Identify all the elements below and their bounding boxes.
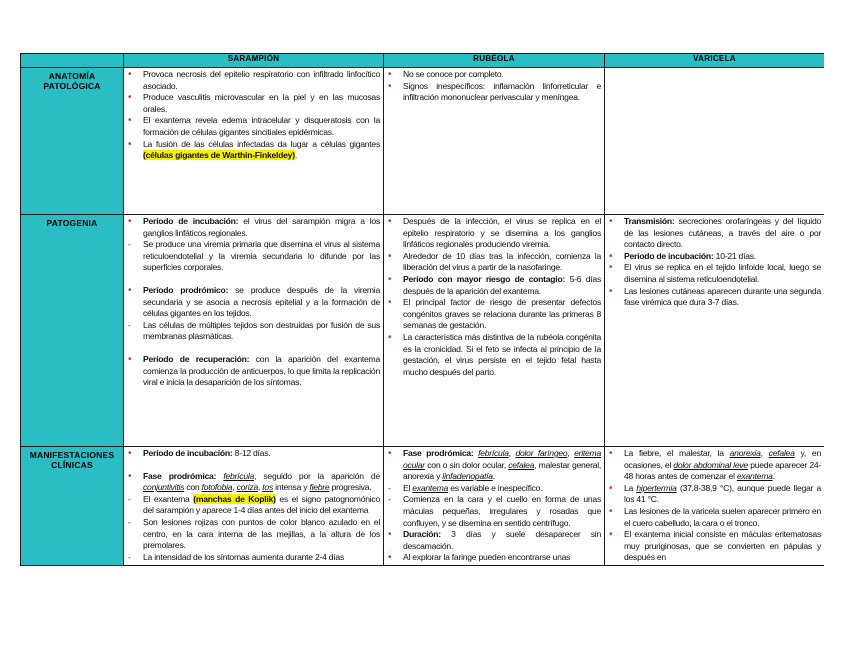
text: El exantema [143,493,190,504]
text: , [258,482,261,493]
list-item [387,529,601,552]
cell-sarampion-anatomia [124,68,384,215]
list-item: • El exantema inicial consiste en máculas eritematosas muy pruriginosas, que se convierten en pápulas y después en [608,529,821,564]
label: Período de incubación: [624,250,714,261]
cell-varicela-anatomia [605,68,825,215]
list-item: • Al explorar la faringe pueden encontrarse unas [387,552,601,564]
term-link[interactable]: febrícula [223,470,255,481]
term-link[interactable]: anorexia [729,448,761,458]
list-item [608,483,821,506]
text: , [567,448,570,458]
label: Transmisión: [624,216,675,226]
text: es el signo patognomónico del sarampión y aparece 1-4 días antes del inicio del exantema [143,493,380,516]
list-item [127,216,380,239]
term-link[interactable]: febrícula [478,448,509,458]
row-patogenia [21,215,825,447]
term-link[interactable]: dolor abdominal leve [673,459,748,470]
text: se produce después de la viremia secundaria y se asocia a necrosis epitelial y a la formación de células gigantes en los tejidos. [143,284,380,319]
label: Período de incubación: [143,216,239,226]
list-item [608,448,821,483]
list-item [127,285,380,320]
header-sarampion: SARAMPIÓN [124,54,384,68]
header-varicela: VARICELA [605,54,825,68]
text: La [624,482,634,493]
term-link[interactable]: eritema ocular [403,448,601,470]
text: La fiebre, el malestar, la [624,448,724,458]
text: intensa y [275,482,308,493]
text: . [492,471,495,482]
row-label-patogenia: PATOGENIA [21,215,124,447]
text: y, en ocasiones, el [624,448,821,470]
list-item: • Produce vasculitis microvascular en la piel y en las mucosas orales. [127,92,380,115]
list-item: • Las lesiones cutáneas aparecen durante una segunda fase virémica que dura 3-7 días. [608,286,821,309]
list-item: - Son lesiones rojizas con puntos de color blanco azulado en el centro, en la cara interna de las mejillas, a la altura de los premolares. [127,517,380,552]
term-link[interactable]: conjuntivitis [143,482,185,493]
list-item: - Se produce una viremia primaria que disemina el virus al sistema reticuloendotelial y la viremia secundaria lo difunde por las superficies corporales. [127,239,380,274]
term-link[interactable]: dolor faríngeo [515,448,568,458]
row-label-anatomia: ANATOMÍA PATOLÓGICA [21,68,124,215]
label: Duración: [403,529,441,540]
comparison-table [20,53,824,566]
text: (37,8-38,9 °C), aunque puede llegar a los 41 °C. [624,482,822,505]
label: Período con mayor riesgo de contagio: [403,273,566,284]
term-link[interactable]: exantema [736,471,773,482]
list-item: • El virus se replica en el tejido linfoide local, luego se disemina al sistema reticuloendotelial. [608,262,821,285]
text: con o sin dolor ocular, [427,459,506,470]
highlight-warthin: (células gigantes de Warthin-Finkeldey) [143,150,295,161]
text: . [294,150,297,161]
term-link[interactable]: linfadenopatía [442,471,493,482]
text: con [186,482,200,493]
list-item [387,274,601,297]
cell-sarampion-manifestaciones [124,447,384,566]
list-item: • El exantema revela edema intracelular y disqueratosis con la formación de células gigantes sincitiales epidérmicas. [127,115,380,138]
text: puede aparecer 24-48 horas antes de comenzar el [624,459,822,482]
cell-varicela-patogenia [605,215,825,447]
list-item: • Alrededor de 10 días tras la infección, comienza la liberación del virus a partir de la nasofaringe. [387,251,601,274]
term-link[interactable]: tos [262,482,274,493]
text: . [772,471,775,482]
list-item: • Provoca necrosis del epitelio respiratorio con infiltrado linfocítico asociado. [127,69,380,92]
label: Período prodrómico: [143,284,229,295]
text: , [508,448,511,458]
text: 10-21 días. [715,250,756,261]
row-anatomia [21,68,825,215]
text: es variable e inespecífico. [450,482,543,493]
header-rubeola: RUBÉOLA [384,54,605,68]
list-item: • El principal factor de riesgo de presentar defectos congénitos graves se relaciona durante las primeras 8 semanas de gestación. [387,297,601,332]
text: progresiva. [331,482,372,493]
text: La fusión de las células infectadas da lugar a células gigantes [143,138,380,149]
term-link[interactable]: fotofobia [201,482,233,493]
cell-rubeola-anatomia [384,68,605,215]
text: , [760,448,763,458]
cell-rubeola-patogenia [384,215,605,447]
text: 5-6 días después de la aparición del exantema. [403,273,601,296]
list-item: - La intensidad de los síntomas aumenta durante 2-4 días [127,552,380,564]
cell-sarampion-patogenia [124,215,384,447]
list-item: • Signos inespecíficos: inflamación linforreticular e infiltración mononuclear perivascular y meníngea. [387,81,601,104]
label: Período de incubación: [143,448,233,458]
list-item: • Después de la infección, el virus se replica en el epitelio respiratorio y se disemina a los ganglios linfáticos regionales produciendo viremia. [387,216,601,251]
term-link[interactable]: cefalea [508,459,535,470]
highlight-koplik: (manchas de Koplik) [193,493,276,504]
term-link[interactable]: fiebre [309,482,330,493]
term-link[interactable]: exantema [412,482,449,493]
list-item: - Comienza en la cara y el cuello en forma de unas máculas pequeñas, irregulares y rosadas que confluyen, y se disemina en sentido centrífugo. [387,494,601,529]
text: , [232,482,235,493]
text: con la aparición del exantema comienza la producción de anticuerpos, lo que limita la replicación viral e inicia la desaparición de los síntomas. [143,353,380,388]
label: Fase prodrómica: [403,448,474,458]
list-item [608,251,821,263]
list-item: • La característica más distintiva de la rubéola congénita es la cronicidad. Si el feto se infecta al principio de la gestación, el virus persiste en el tejido fetal hasta mucho después del parto. [387,332,601,378]
list-item: - Las células de múltiples tejidos son destruidas por fusión de sus membranas plasmáticas. [127,320,380,343]
label: Período de recuperación: [143,353,250,364]
list-item [127,354,380,389]
text: , malestar general, anorexia y [403,459,602,482]
list-item: • Las lesiones de la varicela suelen aparecer primero en el cuero cabelludo, la cara o el tronco. [608,506,821,529]
header-row [21,54,825,68]
cell-rubeola-manifestaciones [384,447,605,566]
list-item [127,139,380,162]
text: 8-12 días. [234,448,271,458]
list-item: • No se conoce por completo. [387,69,601,81]
cell-varicela-manifestaciones [605,447,825,566]
label: Fase prodrómica: [143,470,217,481]
text: el virus del sarampión migra a los ganglios linfáticos regionales. [143,216,380,238]
list-item [127,471,380,494]
row-label-manifestaciones: MANIFESTACIONES CLÍNICAS [21,447,124,566]
text: 3 días y suele desaparecer sin descamación. [403,529,601,551]
text: El [403,482,411,493]
term-link[interactable]: hipertermia [636,482,677,493]
list-item [387,448,601,483]
text: secreciones orofaríngeas y del líquido de las lesiones cutáneas, a través del aire o por contacto directo. [624,216,821,250]
header-empty [21,54,124,68]
text: , seguido por la aparición de [254,470,380,481]
comparison-sheet [20,53,824,619]
list-item [608,216,821,251]
list-item [127,448,380,460]
term-link[interactable]: cefalea [768,448,795,458]
list-item [127,494,380,517]
list-item [387,483,601,495]
row-manifestaciones [21,447,825,566]
term-link[interactable]: coriza [236,482,259,493]
